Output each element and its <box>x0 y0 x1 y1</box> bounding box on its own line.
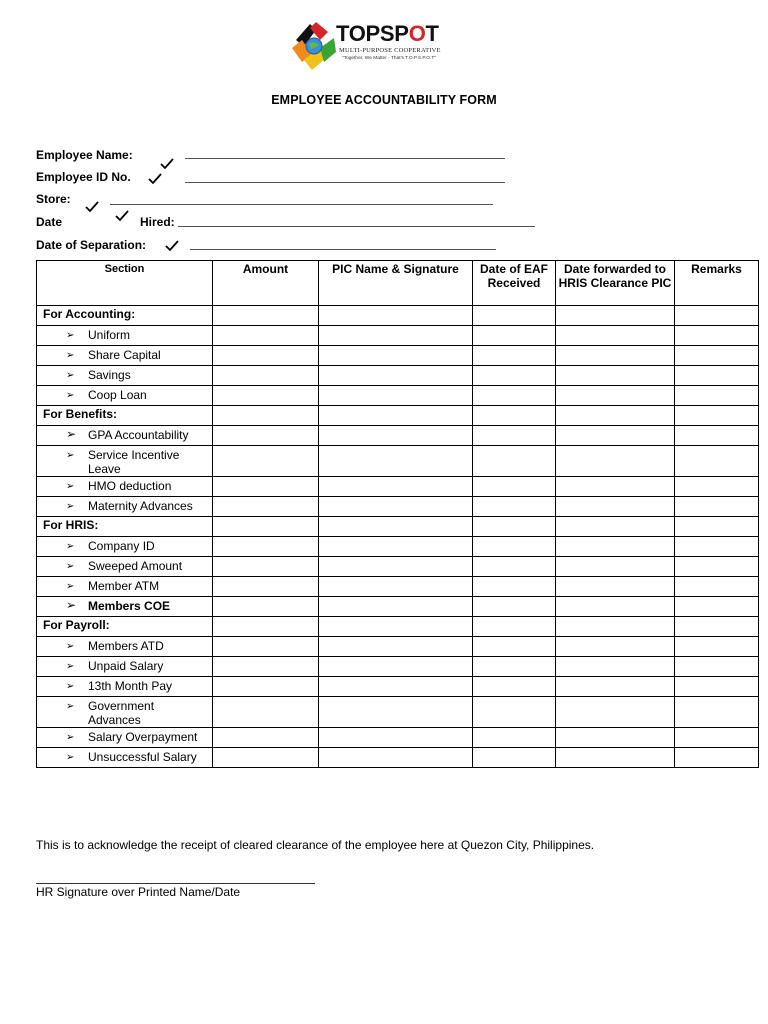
item-cell <box>37 748 213 768</box>
pic-cell[interactable] <box>319 426 473 446</box>
pic-cell[interactable] <box>319 446 473 477</box>
item-label: Service Incentive Leave <box>88 448 180 476</box>
date-forwarded-cell[interactable] <box>556 386 675 406</box>
remarks-cell[interactable] <box>675 406 759 426</box>
item-cell <box>37 477 213 497</box>
date-eaf-cell[interactable] <box>473 517 556 537</box>
group-label: For HRIS: <box>37 517 213 537</box>
table-row <box>37 697 759 728</box>
item-label: 13th Month Pay <box>88 679 173 693</box>
arrow-bullet-icon: ➢ <box>66 732 75 743</box>
remarks-cell[interactable] <box>675 306 759 326</box>
pic-cell[interactable] <box>319 326 473 346</box>
store-field[interactable] <box>110 204 493 205</box>
item-label: Savings <box>88 368 131 382</box>
pic-cell[interactable] <box>319 537 473 557</box>
remarks-cell[interactable] <box>675 346 759 366</box>
logo-motto: "Together, We Matter - That's T.O.P.S.P.O.T" <box>342 56 436 61</box>
arrow-bullet-icon: ➢ <box>66 581 75 592</box>
pic-cell[interactable] <box>319 386 473 406</box>
item-cell <box>37 637 213 657</box>
item-label: Unsuccessful Salary <box>88 750 197 764</box>
arrow-bullet-icon: ➢ <box>66 681 75 692</box>
group-row-accounting <box>37 306 759 326</box>
date-forwarded-cell[interactable] <box>556 748 675 768</box>
remarks-cell[interactable] <box>675 537 759 557</box>
checkmark-icon <box>160 158 174 170</box>
item-cell <box>37 426 213 446</box>
arrow-bullet-icon: ➢ <box>66 641 75 652</box>
amount-cell[interactable] <box>213 597 319 617</box>
date-eaf-cell[interactable] <box>473 446 556 477</box>
group-label: For Accounting: <box>37 306 213 326</box>
item-cell <box>37 446 213 477</box>
pic-cell[interactable] <box>319 517 473 537</box>
employee-id-label: Employee ID No. <box>36 170 131 184</box>
date-forwarded-cell[interactable] <box>556 557 675 577</box>
amount-cell[interactable] <box>213 346 319 366</box>
table-row <box>37 497 759 517</box>
date-hired-field[interactable] <box>178 226 535 227</box>
date-eaf-cell[interactable] <box>473 657 556 677</box>
remarks-cell[interactable] <box>675 477 759 497</box>
date-eaf-cell[interactable] <box>473 557 556 577</box>
date-label: Date <box>36 215 63 229</box>
group-row-benefits <box>37 406 759 426</box>
item-label: Uniform <box>88 328 131 342</box>
pic-cell[interactable] <box>319 597 473 617</box>
date-eaf-cell[interactable] <box>473 386 556 406</box>
item-cell <box>37 497 213 517</box>
group-label: For Payroll: <box>37 617 213 637</box>
date-forwarded-cell[interactable] <box>556 577 675 597</box>
date-forwarded-cell[interactable] <box>556 657 675 677</box>
hired-label: Hired: <box>140 215 175 229</box>
pic-cell[interactable] <box>319 497 473 517</box>
amount-cell[interactable] <box>213 306 319 326</box>
table-row <box>37 477 759 497</box>
amount-cell[interactable] <box>213 557 319 577</box>
date-forwarded-cell[interactable] <box>556 406 675 426</box>
acknowledgement-text: This is to acknowledge the receipt of cleared clearance of the employee here at Quezon City, Philippines. <box>36 838 595 852</box>
date-forwarded-cell[interactable] <box>556 326 675 346</box>
col-header-date-eaf: Date of EAF Received <box>473 261 556 306</box>
table-row <box>37 386 759 406</box>
date-eaf-cell[interactable] <box>473 326 556 346</box>
remarks-cell[interactable] <box>675 637 759 657</box>
pic-cell[interactable] <box>319 677 473 697</box>
table-header-row <box>37 261 759 306</box>
arrow-bullet-icon: ➢ <box>66 390 75 401</box>
date-eaf-cell[interactable] <box>473 697 556 728</box>
date-eaf-cell[interactable] <box>473 537 556 557</box>
table-row <box>37 637 759 657</box>
date-forwarded-cell[interactable] <box>556 517 675 537</box>
date-forwarded-cell[interactable] <box>556 306 675 326</box>
amount-cell[interactable] <box>213 426 319 446</box>
remarks-cell[interactable] <box>675 366 759 386</box>
item-cell <box>37 326 213 346</box>
remarks-cell[interactable] <box>675 677 759 697</box>
date-forwarded-cell[interactable] <box>556 617 675 637</box>
table-row <box>37 748 759 768</box>
pic-cell[interactable] <box>319 637 473 657</box>
table-row <box>37 657 759 677</box>
col-header-date-forwarded: Date forwarded to HRIS Clearance PIC <box>556 261 675 306</box>
amount-cell[interactable] <box>213 446 319 477</box>
date-eaf-cell[interactable] <box>473 617 556 637</box>
item-cell <box>37 657 213 677</box>
table-row <box>37 728 759 748</box>
date-eaf-cell[interactable] <box>473 366 556 386</box>
amount-cell[interactable] <box>213 537 319 557</box>
arrow-bullet-icon: ➢ <box>66 427 77 441</box>
arrow-bullet-icon: ➢ <box>66 350 75 361</box>
pic-cell[interactable] <box>319 306 473 326</box>
item-cell <box>37 346 213 366</box>
amount-cell[interactable] <box>213 386 319 406</box>
arrow-bullet-icon: ➢ <box>66 501 75 512</box>
date-of-separation-label: Date of Separation: <box>36 238 147 252</box>
amount-cell[interactable] <box>213 517 319 537</box>
date-forwarded-cell[interactable] <box>556 537 675 557</box>
table-row <box>37 426 759 446</box>
remarks-cell[interactable] <box>675 748 759 768</box>
date-of-separation-field[interactable] <box>190 249 496 250</box>
group-row-payroll <box>37 617 759 637</box>
remarks-cell[interactable] <box>675 426 759 446</box>
remarks-cell[interactable] <box>675 446 759 477</box>
item-label: Member ATM <box>88 579 160 593</box>
item-label: Coop Loan <box>88 388 147 402</box>
remarks-cell[interactable] <box>675 577 759 597</box>
item-label: Members COE <box>88 599 171 613</box>
date-forwarded-cell[interactable] <box>556 728 675 748</box>
remarks-cell[interactable] <box>675 728 759 748</box>
remarks-cell[interactable] <box>675 557 759 577</box>
item-cell <box>37 537 213 557</box>
date-eaf-cell[interactable] <box>473 637 556 657</box>
remarks-cell[interactable] <box>675 326 759 346</box>
amount-cell[interactable] <box>213 477 319 497</box>
remarks-cell[interactable] <box>675 657 759 677</box>
item-cell <box>37 577 213 597</box>
amount-cell[interactable] <box>213 728 319 748</box>
item-label: Members ATD <box>88 639 164 653</box>
logo-wordmark: TOPSPOT <box>336 21 439 46</box>
date-forwarded-cell[interactable] <box>556 446 675 477</box>
item-label: Share Capital <box>88 348 161 362</box>
table-row <box>37 557 759 577</box>
pic-cell[interactable] <box>319 346 473 366</box>
remarks-cell[interactable] <box>675 697 759 728</box>
table-row <box>37 346 759 366</box>
pic-cell[interactable] <box>319 406 473 426</box>
amount-cell[interactable] <box>213 697 319 728</box>
remarks-cell[interactable] <box>675 497 759 517</box>
item-label: Maternity Advances <box>88 499 193 513</box>
table-row <box>37 677 759 697</box>
col-header-section: Section <box>37 261 213 306</box>
pic-cell[interactable] <box>319 477 473 497</box>
date-eaf-cell[interactable] <box>473 728 556 748</box>
item-label: Company ID <box>88 539 155 553</box>
arrow-bullet-icon: ➢ <box>66 661 75 672</box>
item-cell <box>37 697 213 728</box>
form-title: EMPLOYEE ACCOUNTABILITY FORM <box>271 93 497 107</box>
cooperative-hands-logo-icon <box>290 18 338 74</box>
date-forwarded-cell[interactable] <box>556 366 675 386</box>
checkmark-icon <box>85 201 99 213</box>
pic-cell[interactable] <box>319 557 473 577</box>
group-label: For Benefits: <box>37 406 213 426</box>
arrow-bullet-icon: ➢ <box>66 561 75 572</box>
signature-label: HR Signature over Printed Name/Date <box>36 885 241 899</box>
logo-subtitle: MULTI-PURPOSE COOPERATIVE <box>339 47 441 54</box>
date-forwarded-cell[interactable] <box>556 477 675 497</box>
pic-cell[interactable] <box>319 657 473 677</box>
arrow-bullet-icon: ➢ <box>66 541 75 552</box>
table-row <box>37 537 759 557</box>
date-eaf-cell[interactable] <box>473 406 556 426</box>
table-row <box>37 446 759 477</box>
date-forwarded-cell[interactable] <box>556 346 675 366</box>
arrow-bullet-icon: ➢ <box>66 370 75 381</box>
table-row <box>37 577 759 597</box>
item-label: HMO deduction <box>88 479 172 493</box>
date-eaf-cell[interactable] <box>473 426 556 446</box>
remarks-cell[interactable] <box>675 597 759 617</box>
amount-cell[interactable] <box>213 637 319 657</box>
employee-name-field[interactable] <box>185 158 505 159</box>
item-cell <box>37 386 213 406</box>
date-forwarded-cell[interactable] <box>556 697 675 728</box>
date-eaf-cell[interactable] <box>473 477 556 497</box>
pic-cell[interactable] <box>319 728 473 748</box>
item-cell <box>37 366 213 386</box>
date-eaf-cell[interactable] <box>473 497 556 517</box>
pic-cell[interactable] <box>319 366 473 386</box>
item-label: Government Advances <box>88 699 155 727</box>
date-eaf-cell[interactable] <box>473 577 556 597</box>
amount-cell[interactable] <box>213 577 319 597</box>
item-label: Unpaid Salary <box>88 659 164 673</box>
date-eaf-cell[interactable] <box>473 748 556 768</box>
amount-cell[interactable] <box>213 748 319 768</box>
col-header-amount: Amount <box>213 261 319 306</box>
checkmark-icon <box>165 240 179 252</box>
remarks-cell[interactable] <box>675 386 759 406</box>
checkmark-icon <box>148 173 162 185</box>
arrow-bullet-icon: ➢ <box>66 450 75 461</box>
table-row <box>37 597 759 617</box>
date-eaf-cell[interactable] <box>473 346 556 366</box>
item-cell <box>37 597 213 617</box>
pic-cell[interactable] <box>319 697 473 728</box>
arrow-bullet-icon: ➢ <box>66 330 75 341</box>
amount-cell[interactable] <box>213 497 319 517</box>
group-row-hris <box>37 517 759 537</box>
date-eaf-cell[interactable] <box>473 306 556 326</box>
col-header-pic: PIC Name & Signature <box>319 261 473 306</box>
amount-cell[interactable] <box>213 366 319 386</box>
pic-cell[interactable] <box>319 617 473 637</box>
item-cell <box>37 728 213 748</box>
item-label: Sweeped Amount <box>88 559 183 573</box>
date-forwarded-cell[interactable] <box>556 597 675 617</box>
arrow-bullet-icon: ➢ <box>66 752 75 763</box>
accountability-table <box>36 260 759 768</box>
store-label: Store: <box>36 192 71 206</box>
col-header-remarks: Remarks <box>675 261 759 306</box>
date-forwarded-cell[interactable] <box>556 677 675 697</box>
item-label: Salary Overpayment <box>88 730 198 744</box>
topspot-logo <box>290 18 465 74</box>
arrow-bullet-icon: ➢ <box>66 701 75 712</box>
amount-cell[interactable] <box>213 406 319 426</box>
arrow-bullet-icon: ➢ <box>66 481 75 492</box>
date-forwarded-cell[interactable] <box>556 637 675 657</box>
amount-cell[interactable] <box>213 617 319 637</box>
date-eaf-cell[interactable] <box>473 677 556 697</box>
employee-name-label: Employee Name: <box>36 148 133 162</box>
pic-cell[interactable] <box>319 577 473 597</box>
amount-cell[interactable] <box>213 657 319 677</box>
pic-cell[interactable] <box>319 748 473 768</box>
remarks-cell[interactable] <box>675 517 759 537</box>
remarks-cell[interactable] <box>675 617 759 637</box>
item-label: GPA Accountability <box>88 428 189 442</box>
date-forwarded-cell[interactable] <box>556 426 675 446</box>
date-forwarded-cell[interactable] <box>556 497 675 517</box>
item-cell <box>37 677 213 697</box>
date-eaf-cell[interactable] <box>473 597 556 617</box>
checkmark-icon <box>115 210 129 222</box>
arrow-bullet-icon: ➢ <box>66 598 77 612</box>
amount-cell[interactable] <box>213 677 319 697</box>
item-cell <box>37 557 213 577</box>
table-row <box>37 326 759 346</box>
table-row <box>37 366 759 386</box>
amount-cell[interactable] <box>213 326 319 346</box>
employee-id-field[interactable] <box>185 182 505 183</box>
signature-line[interactable] <box>36 883 315 884</box>
